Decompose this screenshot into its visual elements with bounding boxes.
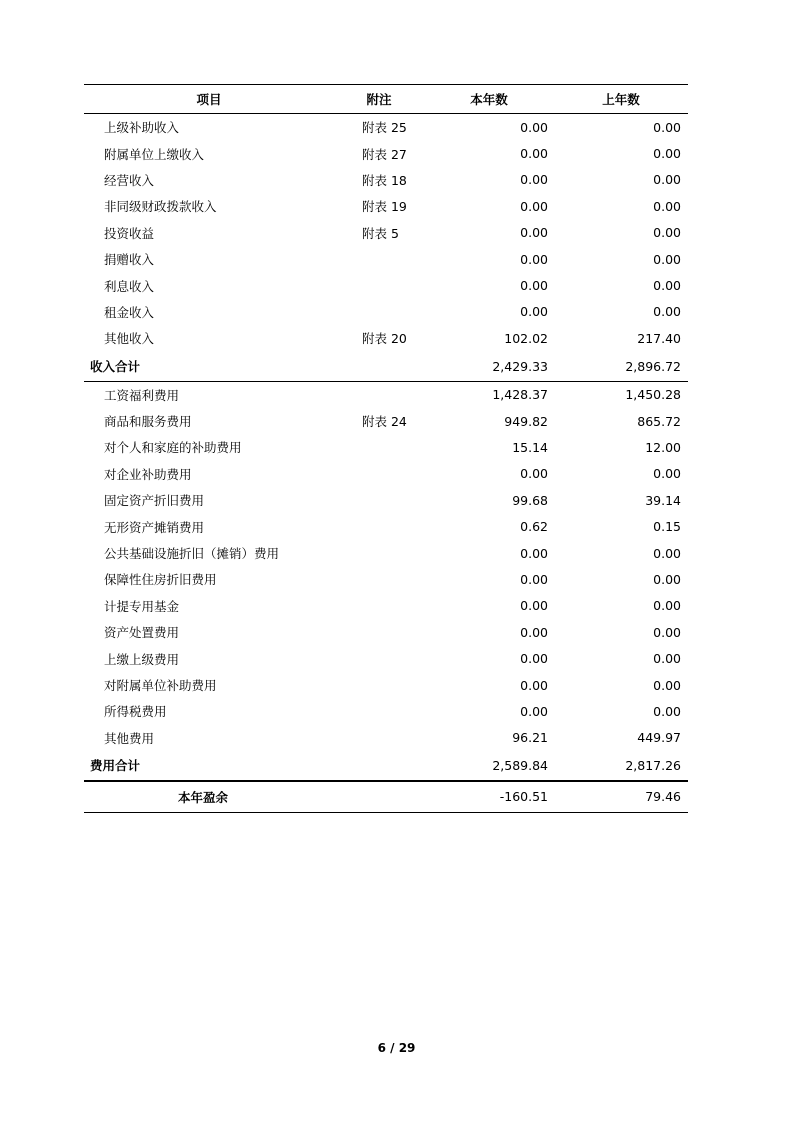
row-current: 0.00 [520, 251, 548, 267]
row-previous: 0.00 [653, 466, 681, 482]
row-previous: 0.00 [653, 703, 681, 719]
row-current: 0.00 [520, 598, 548, 614]
row-current: 0.00 [520, 651, 548, 667]
row-current: 99.68 [512, 492, 548, 508]
row-item: 固定资产折旧费用 [104, 493, 205, 509]
row-item: 资产处置费用 [104, 625, 180, 641]
row-previous: 0.00 [653, 198, 681, 214]
row-item: 上缴上级费用 [104, 651, 180, 667]
row-item: 非同级财政拨款收入 [104, 199, 217, 215]
expense-rows [84, 382, 688, 751]
row-current: 0.00 [520, 225, 548, 241]
page-total: 29 [398, 1041, 416, 1055]
income-rows [84, 114, 688, 352]
row-previous: 0.00 [653, 278, 681, 294]
row-previous: 0.00 [653, 146, 681, 162]
table-row [84, 382, 688, 408]
header-item: 项目 [196, 92, 222, 107]
expense-total-row [84, 751, 688, 781]
row-current: 0.00 [520, 146, 548, 162]
row-previous: 217.40 [637, 330, 681, 346]
row-note: 附表 27 [362, 146, 407, 162]
table-row [84, 408, 688, 434]
table-row [84, 698, 688, 724]
income-total-label: 收入合计 [90, 359, 141, 375]
row-previous: 1,450.28 [625, 387, 681, 403]
row-previous: 0.00 [653, 545, 681, 561]
table-row [84, 672, 688, 698]
page-separator: / [390, 1041, 395, 1055]
row-item: 所得税费用 [104, 704, 167, 720]
row-current: 15.14 [512, 439, 548, 455]
expense-total-previous: 2,817.26 [625, 757, 681, 773]
row-previous: 0.00 [653, 304, 681, 320]
row-previous: 449.97 [637, 730, 681, 746]
row-item: 利息收入 [104, 278, 155, 294]
row-current: 0.62 [520, 519, 548, 535]
header-current-year: 本年数 [470, 92, 508, 107]
row-item: 对企业补助费用 [104, 466, 192, 482]
table-row [84, 220, 688, 246]
row-previous: 865.72 [637, 413, 681, 429]
row-current: 0.00 [520, 198, 548, 214]
table-row [84, 167, 688, 193]
row-current: 0.00 [520, 677, 548, 693]
row-item: 无形资产摊销费用 [104, 519, 205, 535]
row-current: 0.00 [520, 703, 548, 719]
row-item: 租金收入 [104, 304, 155, 320]
row-current: 949.82 [504, 413, 548, 429]
row-current: 0.00 [520, 304, 548, 320]
row-current: 1,428.37 [492, 387, 548, 403]
row-item: 捐赠收入 [104, 252, 155, 268]
income-total-previous: 2,896.72 [625, 358, 681, 374]
income-total-current: 2,429.33 [492, 358, 548, 374]
table-row [84, 513, 688, 539]
header-previous-year: 上年数 [602, 92, 640, 107]
row-item: 计提专用基金 [104, 598, 180, 614]
row-item: 经营收入 [104, 172, 155, 188]
row-previous: 0.00 [653, 119, 681, 135]
table-row [84, 487, 688, 513]
row-note: 附表 18 [362, 172, 407, 188]
table-row [84, 140, 688, 166]
income-total-row [84, 352, 688, 382]
table-row [84, 325, 688, 351]
row-current: 0.00 [520, 172, 548, 188]
row-previous: 0.15 [653, 519, 681, 535]
income-expense-table [84, 84, 688, 813]
row-item: 保障性住房折旧费用 [104, 572, 217, 588]
table-row [84, 193, 688, 219]
page-number [0, 1041, 793, 1055]
table-row [84, 299, 688, 325]
table-row [84, 645, 688, 671]
row-item: 商品和服务费用 [104, 414, 192, 430]
row-note: 附表 25 [362, 120, 407, 136]
header-note: 附注 [366, 92, 392, 107]
row-previous: 39.14 [645, 492, 681, 508]
table-row [84, 272, 688, 298]
table-row [84, 246, 688, 272]
table-row [84, 566, 688, 592]
row-current: 0.00 [520, 571, 548, 587]
surplus-label: 本年盈余 [178, 789, 229, 805]
surplus-row [84, 781, 688, 813]
row-item: 公共基础设施折旧（摊销）费用 [104, 546, 280, 562]
row-previous: 0.00 [653, 598, 681, 614]
table-row [84, 593, 688, 619]
row-current: 0.00 [520, 466, 548, 482]
row-item: 对附属单位补助费用 [104, 678, 217, 693]
table-row [84, 461, 688, 487]
expense-total-label: 费用合计 [90, 758, 141, 774]
row-previous: 0.00 [653, 571, 681, 587]
row-item: 投资收益 [104, 225, 155, 241]
row-item: 工资福利费用 [104, 387, 180, 403]
row-current: 0.00 [520, 624, 548, 640]
row-item: 其他收入 [104, 331, 155, 347]
row-note: 附表 19 [362, 199, 407, 215]
row-previous: 0.00 [653, 624, 681, 640]
row-current: 0.00 [520, 545, 548, 561]
table-header [84, 84, 688, 114]
row-item: 对个人和家庭的补助费用 [104, 440, 242, 456]
table-row [84, 619, 688, 645]
row-previous: 12.00 [645, 439, 681, 455]
table-row [84, 540, 688, 566]
row-current: 102.02 [504, 330, 548, 346]
row-previous: 0.00 [653, 225, 681, 241]
row-note: 附表 24 [362, 414, 407, 430]
row-note: 附表 5 [362, 225, 399, 241]
surplus-current: -160.51 [499, 789, 548, 805]
row-current: 0.00 [520, 119, 548, 135]
table-row [84, 114, 688, 140]
row-previous: 0.00 [653, 251, 681, 267]
row-previous: 0.00 [653, 677, 681, 693]
surplus-previous: 79.46 [645, 789, 681, 805]
row-note: 附表 20 [362, 331, 407, 347]
row-previous: 0.00 [653, 651, 681, 667]
table-row [84, 434, 688, 460]
page-current: 6 [377, 1041, 386, 1055]
row-item: 附属单位上缴收入 [104, 146, 205, 162]
row-item: 上级补助收入 [104, 120, 180, 136]
row-current: 0.00 [520, 278, 548, 294]
row-item: 其他费用 [104, 730, 155, 746]
expense-total-current: 2,589.84 [492, 757, 548, 773]
row-previous: 0.00 [653, 172, 681, 188]
row-current: 96.21 [512, 730, 548, 746]
table-row [84, 725, 688, 751]
